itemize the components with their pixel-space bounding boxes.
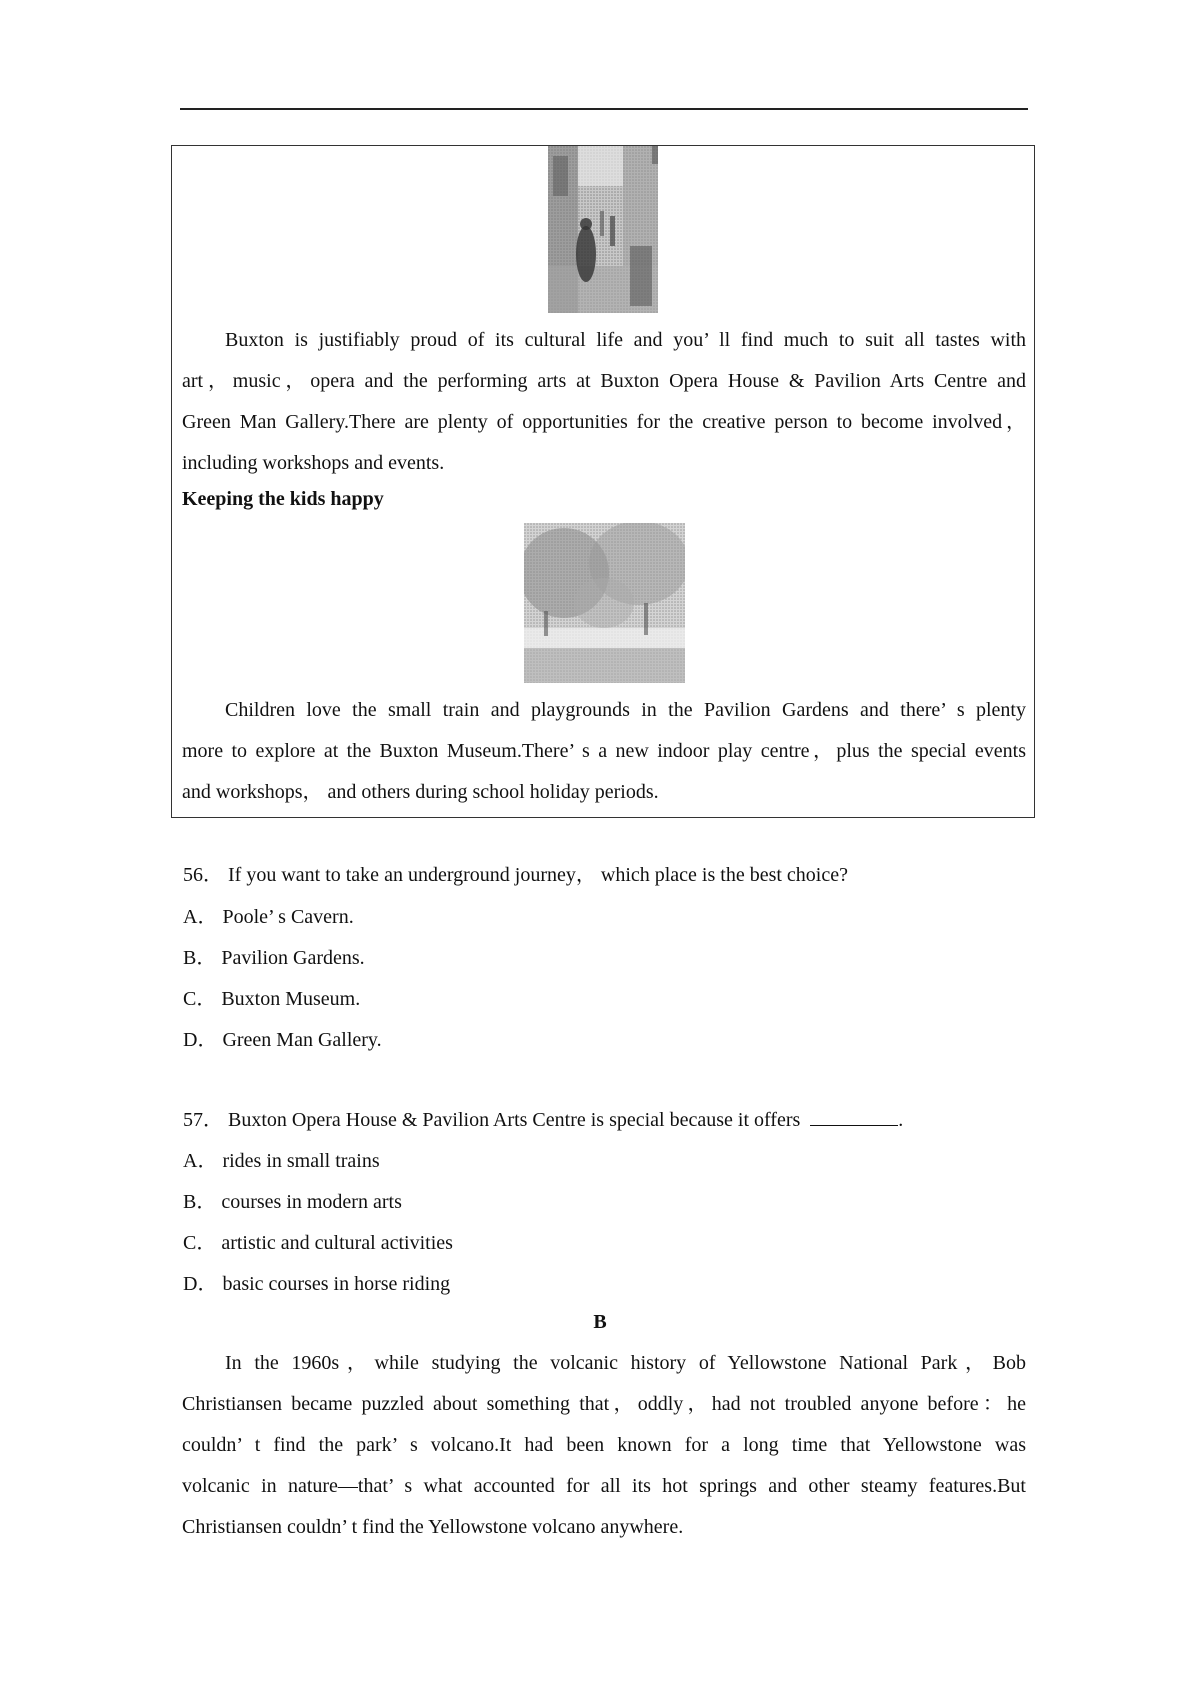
section-heading: Keeping the kids happy [182, 488, 384, 510]
street-photo [548, 146, 658, 313]
park-photo [524, 523, 685, 683]
paragraph-line: Children love the small train and playgrounds in the Pavilion Gardens and there’ s plenty [225, 699, 1026, 721]
paragraph-line: In the 1960s，while studying the volcanic history of Yellowstone National Park，Bob [225, 1352, 1026, 1374]
question-56-option-b[interactable]: B． Pavilion Gardens. [183, 947, 365, 969]
paragraph-line: volcanic in nature—that’ s what accounted for all its hot springs and other steamy features.But [182, 1475, 1026, 1497]
question-56-stem: 56． If you want to take an underground journey， which place is the best choice? [183, 864, 848, 886]
header-rule [180, 108, 1028, 110]
question-56-option-c[interactable]: C． Buxton Museum. [183, 988, 361, 1010]
question-57-text: 57． Buxton Opera House & Pavilion Arts Centre is special because it offers [183, 1109, 801, 1131]
answer-blank [810, 1107, 898, 1126]
paragraph-line: Green Man Gallery.There are plenty of opportunities for the creative person to become involved， [182, 411, 1026, 433]
question-57-option-c[interactable]: C． artistic and cultural activities [183, 1232, 453, 1254]
question-57-option-d[interactable]: D． basic courses in horse riding [183, 1273, 451, 1295]
section-b-label: B [593, 1311, 607, 1333]
paragraph-line: more to explore at the Buxton Museum.There’ s a new indoor play centre，plus the special events [182, 740, 1026, 762]
paragraph-line: couldn’ t find the park’ s volcano.It had been known for a long time that Yellowstone was [182, 1434, 1026, 1456]
paragraph-line: including workshops and events. [182, 452, 445, 474]
paragraph-line: Christiansen became puzzled about something that，oddly，had not troubled anyone before：he [182, 1393, 1026, 1415]
paragraph-line: Christiansen couldn’ t find the Yellowstone volcano anywhere. [182, 1516, 684, 1538]
question-57-stem [183, 1107, 903, 1132]
question-57-period: . [898, 1109, 904, 1131]
paragraph-line: and workshops， and others during school holiday periods. [182, 781, 659, 803]
question-56-option-d[interactable]: D． Green Man Gallery. [183, 1029, 382, 1051]
question-57-option-b[interactable]: B． courses in modern arts [183, 1191, 402, 1213]
question-57-option-a[interactable]: A． rides in small trains [183, 1150, 380, 1172]
paragraph-line: art，music，opera and the performing arts at Buxton Opera House & Pavilion Arts Centre and [182, 370, 1026, 392]
paragraph-line: Buxton is justifiably proud of its cultural life and you’ ll find much to suit all tastes with [225, 329, 1026, 351]
question-56-option-a[interactable]: A． Poole’ s Cavern. [183, 906, 354, 928]
